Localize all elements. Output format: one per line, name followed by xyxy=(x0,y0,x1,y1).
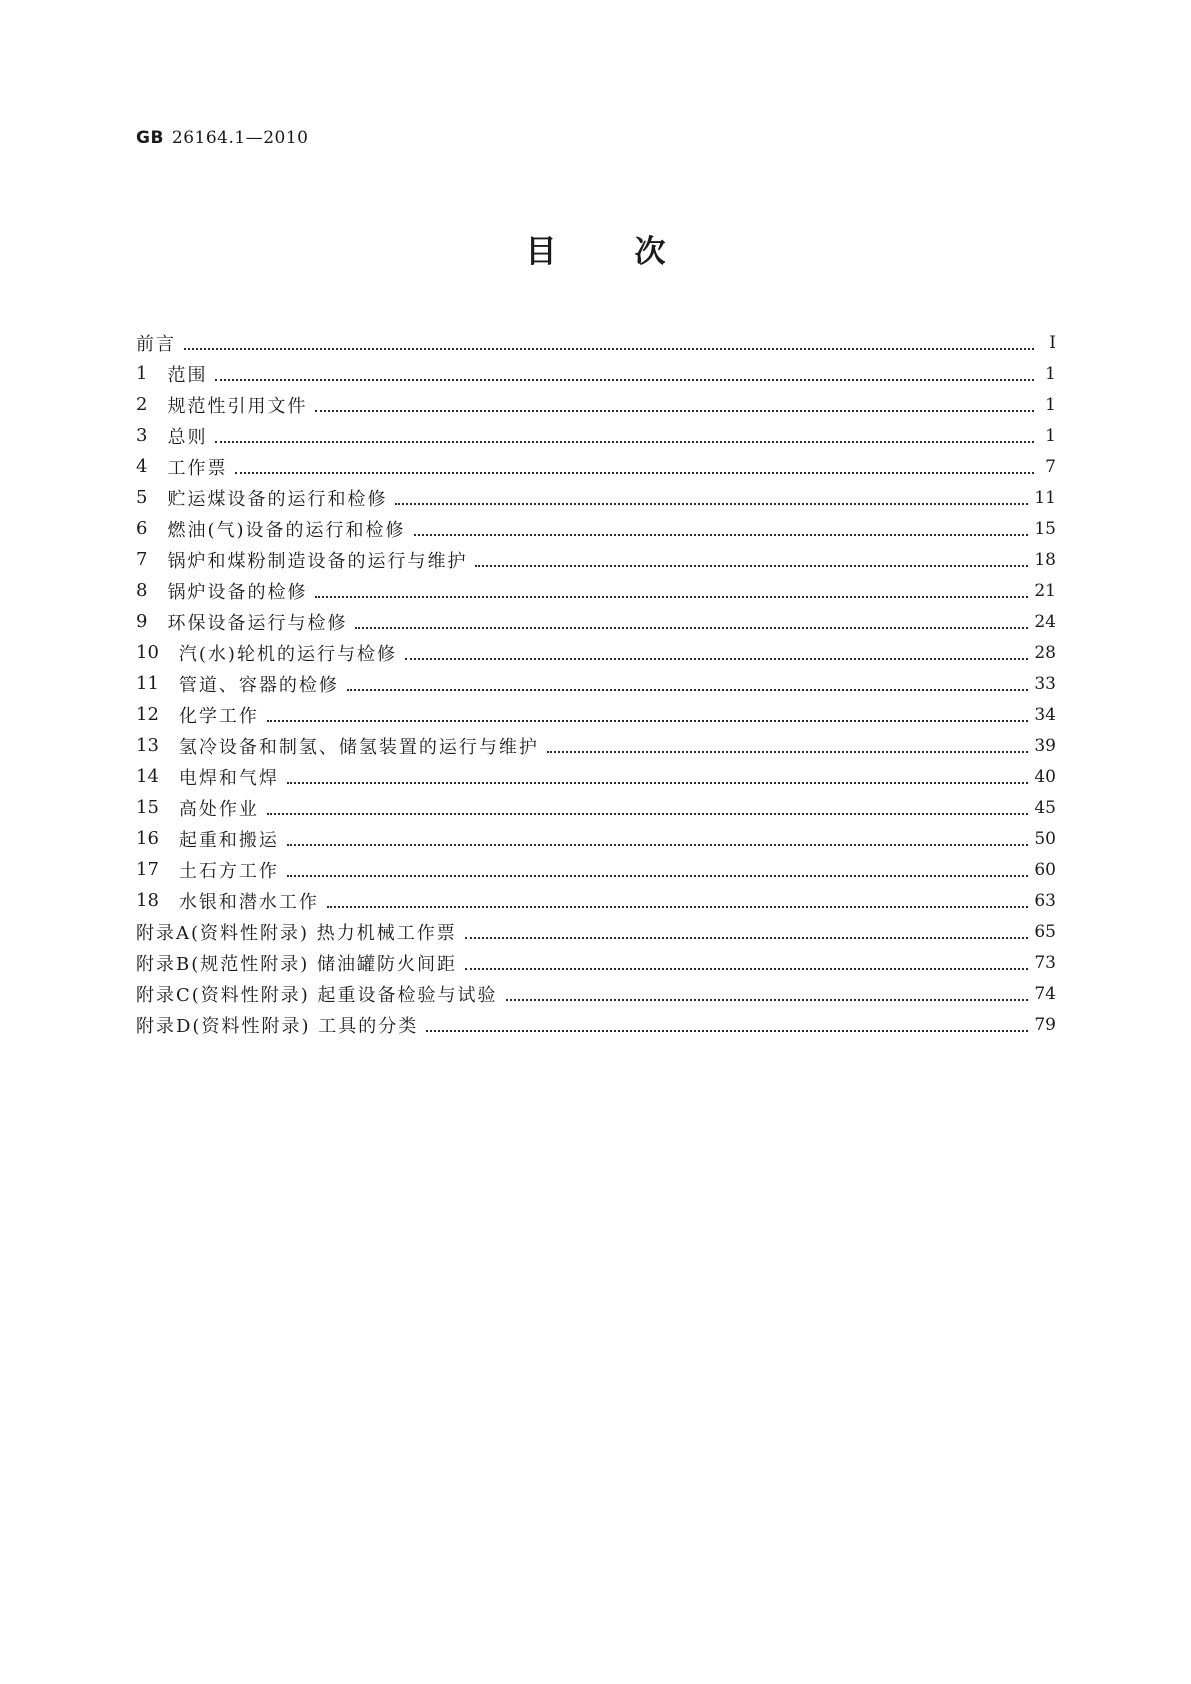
toc-entry-number: 13 xyxy=(136,735,159,756)
toc-entry-page: Ⅰ xyxy=(1049,332,1056,353)
toc-entry-page: 50 xyxy=(1034,828,1056,849)
toc-entry-number: 18 xyxy=(136,890,159,911)
toc-entry[interactable] xyxy=(136,730,1056,761)
table-of-contents xyxy=(136,327,1056,1040)
toc-entry[interactable] xyxy=(136,637,1056,668)
toc-entry-page: 45 xyxy=(1034,797,1056,818)
toc-entry-title: 燃油(气)设备的运行和检修 xyxy=(167,519,406,541)
toc-entry-page: 18 xyxy=(1034,549,1056,570)
standard-prefix: GB xyxy=(136,128,164,148)
toc-entry[interactable] xyxy=(136,668,1056,699)
toc-entry-page: 74 xyxy=(1034,983,1056,1004)
toc-entry-title: 锅炉和煤粉制造设备的运行与维护 xyxy=(167,550,468,572)
toc-entry-number: 7 xyxy=(136,549,148,570)
toc-entry-number: 5 xyxy=(136,487,148,508)
toc-entry-page: 15 xyxy=(1034,518,1056,539)
toc-entry[interactable] xyxy=(136,451,1056,482)
toc-entry-title: 前言 xyxy=(136,333,176,355)
toc-entry-title: 锅炉设备的检修 xyxy=(167,581,308,603)
toc-entry-title: 贮运煤设备的运行和检修 xyxy=(167,488,388,510)
toc-entry-title: 管道、容器的检修 xyxy=(178,674,339,696)
toc-entry-number: 12 xyxy=(136,704,159,725)
toc-entry-page: 1 xyxy=(1045,394,1056,415)
toc-entry-title: 土石方工作 xyxy=(178,860,279,882)
toc-entry-number: 8 xyxy=(136,580,148,601)
toc-entry-title: 规范性引用文件 xyxy=(167,395,308,417)
toc-leader-dots xyxy=(267,702,1028,722)
toc-entry-title: 电焊和气焊 xyxy=(178,767,279,789)
toc-entry-number: 1 xyxy=(136,363,148,384)
toc-entry-title: 高处作业 xyxy=(178,798,259,820)
toc-entry[interactable] xyxy=(136,699,1056,730)
toc-leader-dots xyxy=(215,423,1034,443)
toc-leader-dots xyxy=(426,1012,1028,1032)
toc-entry[interactable] xyxy=(136,389,1056,420)
toc-entry-title: 附录C(资料性附录) 起重设备检验与试验 xyxy=(136,984,498,1006)
toc-leader-dots xyxy=(414,516,1029,536)
standard-number: 26164.1—2010 xyxy=(171,128,309,148)
toc-entry[interactable] xyxy=(136,327,1056,358)
toc-leader-dots xyxy=(287,857,1028,877)
standard-code xyxy=(136,128,309,148)
toc-leader-dots xyxy=(184,330,1034,350)
toc-leader-dots xyxy=(465,950,1028,970)
toc-entry-page: 79 xyxy=(1034,1014,1056,1035)
toc-entry-number: 11 xyxy=(136,673,159,694)
toc-entry-number: 10 xyxy=(136,642,159,663)
toc-leader-dots xyxy=(315,578,1028,598)
toc-entry-title: 附录D(资料性附录) 工具的分类 xyxy=(136,1015,419,1037)
toc-entry-number: 3 xyxy=(136,425,148,446)
toc-entry-page: 34 xyxy=(1034,704,1056,725)
toc-entry-number: 16 xyxy=(136,828,159,849)
toc-entry[interactable] xyxy=(136,1009,1056,1040)
toc-entry-page: 40 xyxy=(1034,766,1056,787)
toc-leader-dots xyxy=(465,919,1029,939)
toc-leader-dots xyxy=(547,733,1028,753)
toc-entry-title: 环保设备运行与检修 xyxy=(167,612,348,634)
toc-entry[interactable] xyxy=(136,947,1056,978)
toc-leader-dots xyxy=(235,454,1034,474)
toc-entry[interactable] xyxy=(136,513,1056,544)
toc-entry-number: 17 xyxy=(136,859,159,880)
toc-leader-dots xyxy=(267,795,1028,815)
toc-leader-dots xyxy=(315,392,1034,412)
toc-entry-title: 总则 xyxy=(167,426,208,448)
toc-entry-number: 2 xyxy=(136,394,148,415)
toc-entry-page: 11 xyxy=(1034,487,1056,508)
toc-leader-dots xyxy=(405,640,1028,660)
toc-entry[interactable] xyxy=(136,420,1056,451)
toc-entry[interactable] xyxy=(136,575,1056,606)
toc-leader-dots xyxy=(506,981,1029,1001)
toc-entry-title: 汽(水)轮机的运行与检修 xyxy=(178,643,397,665)
toc-entry[interactable] xyxy=(136,823,1056,854)
toc-entry-title: 化学工作 xyxy=(178,705,259,727)
toc-entry[interactable] xyxy=(136,885,1056,916)
toc-leader-dots xyxy=(287,826,1028,846)
toc-entry[interactable] xyxy=(136,792,1056,823)
toc-leader-dots xyxy=(287,764,1028,784)
toc-entry-title: 附录B(规范性附录) 储油罐防火间距 xyxy=(136,953,457,975)
toc-entry[interactable] xyxy=(136,978,1056,1009)
toc-entry[interactable] xyxy=(136,761,1056,792)
toc-entry[interactable] xyxy=(136,358,1056,389)
toc-leader-dots xyxy=(395,485,1028,505)
toc-entry-page: 21 xyxy=(1034,580,1056,601)
toc-leader-dots xyxy=(327,888,1028,908)
toc-leader-dots xyxy=(347,671,1028,691)
toc-entry-page: 73 xyxy=(1034,952,1056,973)
toc-entry-title: 范围 xyxy=(167,364,208,386)
page-title: 目次 xyxy=(525,234,744,270)
toc-entry-number: 14 xyxy=(136,766,159,787)
toc-entry-page: 63 xyxy=(1034,890,1056,911)
toc-entry-page: 1 xyxy=(1045,425,1056,446)
toc-leader-dots xyxy=(355,609,1028,629)
toc-entry-title: 工作票 xyxy=(167,457,228,479)
toc-leader-dots xyxy=(475,547,1028,567)
toc-entry-number: 6 xyxy=(136,518,148,539)
toc-entry-page: 24 xyxy=(1034,611,1056,632)
toc-entry[interactable] xyxy=(136,482,1056,513)
toc-entry-page: 33 xyxy=(1034,673,1056,694)
toc-entry-title: 水银和潜水工作 xyxy=(178,891,319,913)
toc-leader-dots xyxy=(215,361,1034,381)
toc-entry[interactable] xyxy=(136,916,1056,947)
toc-entry[interactable] xyxy=(136,854,1056,885)
toc-entry-page: 1 xyxy=(1045,363,1056,384)
toc-entry-page: 7 xyxy=(1045,456,1056,477)
toc-entry[interactable] xyxy=(136,606,1056,637)
toc-entry-number: 9 xyxy=(136,611,148,632)
toc-entry-page: 65 xyxy=(1034,921,1056,942)
toc-entry-page: 39 xyxy=(1034,735,1056,756)
toc-entry-page: 28 xyxy=(1034,642,1056,663)
toc-entry-number: 15 xyxy=(136,797,159,818)
toc-entry-number: 4 xyxy=(136,456,148,477)
toc-entry-title: 氢冷设备和制氢、储氢装置的运行与维护 xyxy=(178,736,539,758)
toc-entry-title: 附录A(资料性附录) 热力机械工作票 xyxy=(136,922,457,944)
toc-entry[interactable] xyxy=(136,544,1056,575)
toc-entry-page: 60 xyxy=(1034,859,1056,880)
toc-entry-title: 起重和搬运 xyxy=(178,829,279,851)
